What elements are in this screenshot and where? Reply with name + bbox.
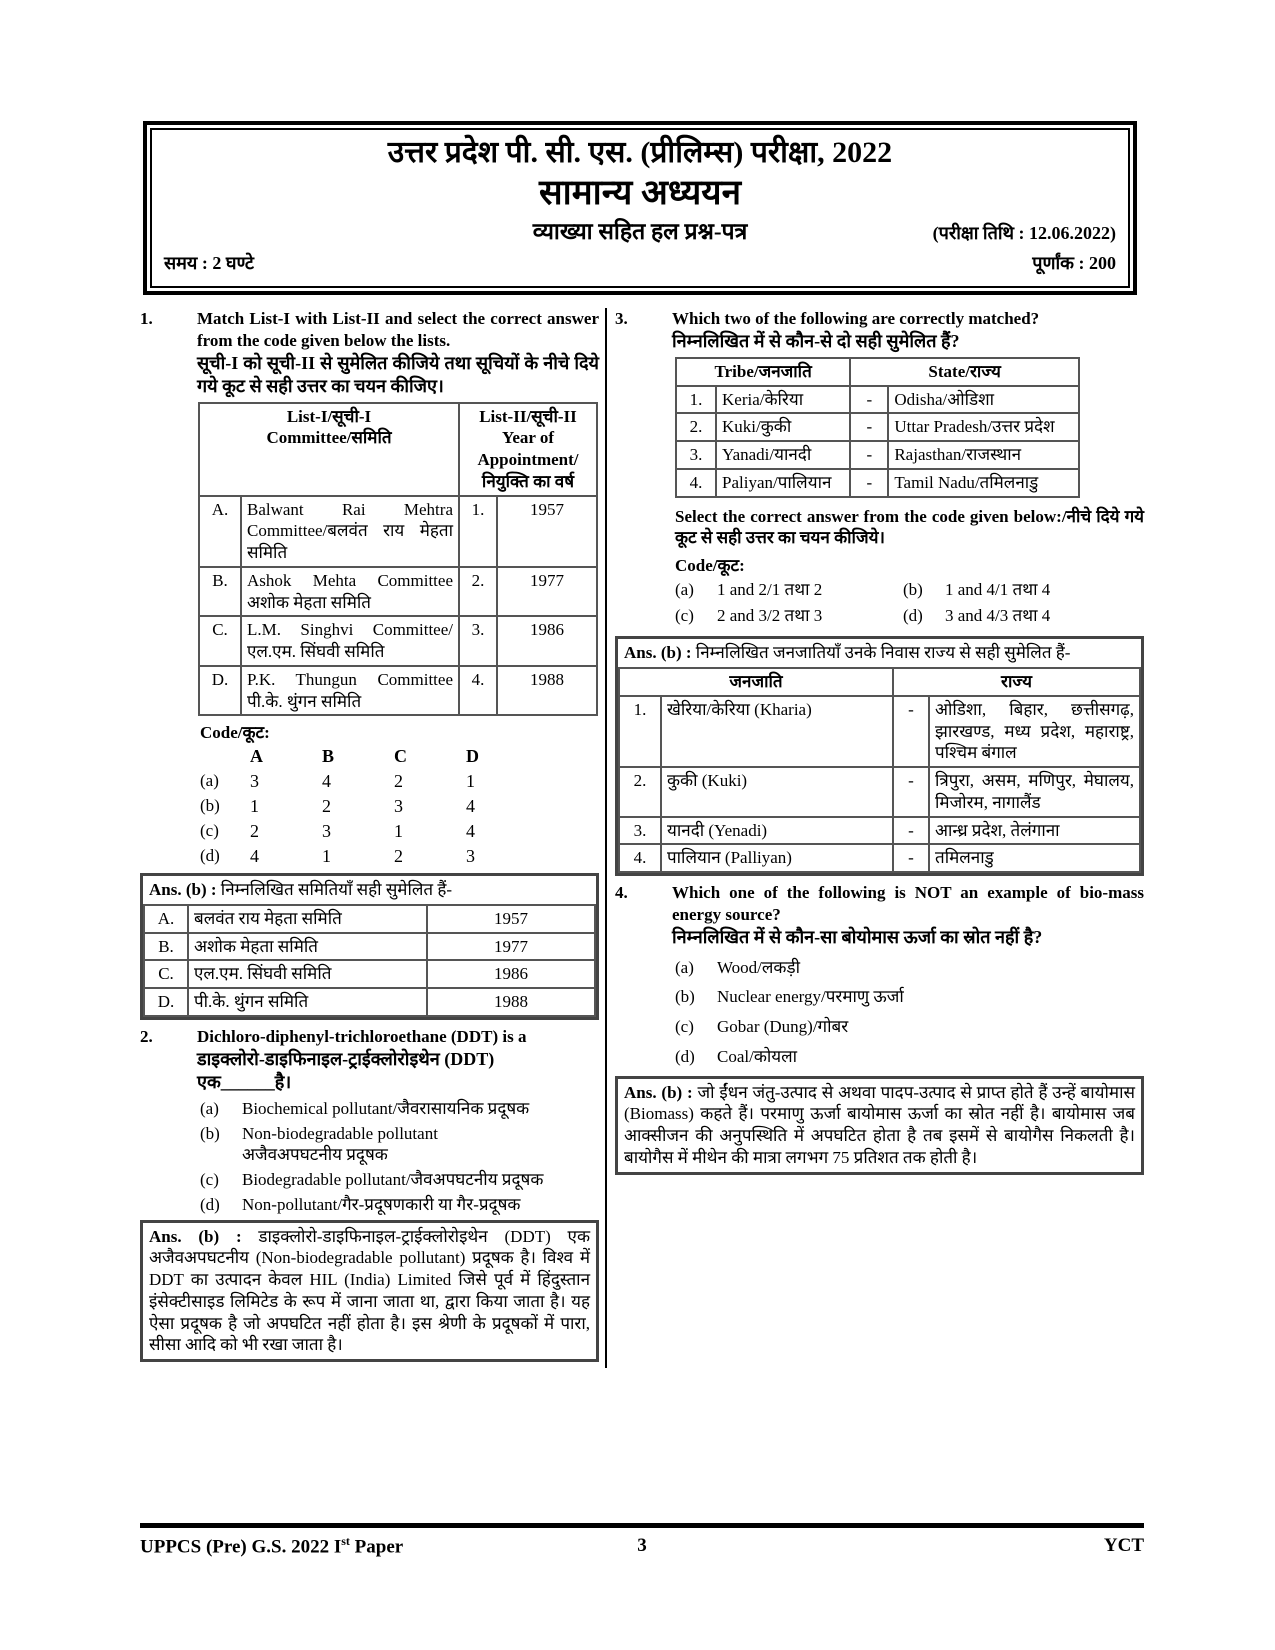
option-text: Biochemical pollutant/जैवरासायनिक प्रदूषक: [242, 1098, 530, 1118]
paper-subtitle: [164, 217, 1116, 246]
exam-title: उत्तर प्रदेश पी. सी. एस. (प्रीलिम्स) परीक्षा, 2022: [387, 136, 893, 169]
option-text: Gobar (Dung)/गोबर: [717, 1017, 849, 1037]
code-value: 2: [250, 821, 259, 842]
option-text: 1 and 2/1 तथा 2: [717, 579, 823, 599]
q3-code-label: Code/कूट:: [675, 556, 745, 576]
option-key: (b): [200, 796, 220, 816]
table-row: [144, 960, 595, 988]
question-4: [615, 882, 1144, 949]
table-row: [676, 441, 1079, 469]
code-value: 1: [394, 821, 403, 842]
option-c: [675, 1016, 1144, 1038]
q3-row-num: 3.: [676, 441, 716, 469]
q3-row-state: Uttar Pradesh/उत्तर प्रदेश: [888, 413, 1079, 441]
q1-row-name: P.K. Thungun Committee पी.के. थुंगन समिति: [241, 666, 459, 716]
page-number: 3: [637, 1535, 647, 1556]
a1-row-year: 1977: [427, 933, 595, 961]
table-row: [676, 386, 1079, 414]
q1-list2-header: [459, 403, 597, 496]
option-text: Non-pollutant/गैर-प्रदूषणकारी या गैर-प्रदूषक: [242, 1194, 521, 1214]
option-key: (d): [200, 846, 220, 866]
q1-match-table: [198, 402, 598, 717]
a3-table-header-row: [619, 668, 1140, 696]
option-text-line1: Non-biodegradable pollutant: [242, 1123, 438, 1143]
table-row: [199, 666, 597, 716]
answer-1-label: Ans. (b) :: [149, 880, 217, 900]
option-key: (b): [200, 1123, 220, 1143]
q1-row-num: 4.: [459, 666, 497, 716]
question-4-stem-hi: निम्नलिखित में से कौन-सा बोयोमास ऊर्जा का स्रोत नहीं है?: [672, 926, 1043, 947]
question-4-options: [675, 957, 1144, 1068]
table-row: [619, 696, 1140, 767]
question-2: [140, 1026, 599, 1094]
q1-code-header-row: [200, 744, 538, 769]
footer-paper-title-main: UPPCS (Pre) G.S. 2022 I: [140, 1536, 342, 1558]
code-value: 3: [250, 771, 259, 792]
q1-list2-header-l1: List-II/सूची-II: [479, 406, 577, 426]
footer-publisher: YCT: [1103, 1535, 1144, 1556]
footer-divider: [140, 1523, 1144, 1528]
q3-state-header: State/राज्य: [850, 358, 1079, 386]
answer-4-label: Ans. (b) :: [624, 1082, 693, 1102]
q1-row-year: 1988: [497, 666, 597, 716]
option-key: (b): [903, 579, 923, 599]
q3-options: [675, 579, 1144, 631]
a1-row-key: C.: [144, 960, 188, 988]
question-2-stem-hi2: एक______है।: [197, 1071, 292, 1092]
answer-1-table: [143, 904, 596, 1017]
a1-row-name: पी.के. थुंगन समिति: [188, 988, 427, 1016]
q3-row-dash: -: [850, 469, 888, 497]
q3-row-dash: -: [850, 386, 888, 414]
q1-row-name: Balwant Rai Mehtra Committee/बलवंत राय मेहता समिति: [241, 496, 459, 567]
option-key: (a): [200, 771, 219, 791]
option-text: 3 and 4/3 तथा 4: [945, 605, 1051, 625]
option-key: (b): [675, 987, 695, 1007]
table-row: [619, 817, 1140, 845]
table-row: [199, 567, 597, 617]
a1-row-key: A.: [144, 905, 188, 933]
exam-date: (परीक्षा तिथि : 12.06.2022): [932, 223, 1116, 244]
option-text: 1 and 4/1 तथा 4: [945, 579, 1051, 599]
q3-row-state: Rajasthan/राजस्थान: [888, 441, 1079, 469]
subject-title: सामान्य अध्ययन: [538, 172, 742, 212]
a1-row-name: बलवंत राय मेहता समिति: [188, 905, 427, 933]
table-row: [144, 988, 595, 1016]
q1-code-header-blank: [200, 744, 250, 769]
answer-2-label: Ans. (b) :: [149, 1226, 242, 1246]
a3-row-num: 3.: [619, 817, 661, 845]
option-key: (c): [675, 605, 694, 625]
q1-row-name: Ashok Mehta Committee अशोक मेहता समिति: [241, 567, 459, 617]
option-a: [675, 957, 1144, 979]
question-1-stem-hi: सूची-I को सूची-II से सुमेलित कीजिये तथा सूचियों के नीचे दिये गये कूट से सही उत्तर का चयन कीजिए।: [197, 352, 599, 396]
option-key: (c): [200, 1170, 219, 1190]
option-key: (a): [675, 579, 694, 599]
q3-row-state: Tamil Nadu/तमिलनाडु: [888, 469, 1079, 497]
option-text: Wood/लकड़ी: [717, 957, 800, 977]
q1-list1-header-l1: List-I/सूची-I: [286, 406, 372, 426]
a3-row-tribe: कुकी (Kuki): [661, 767, 893, 817]
question-3-number: 3.: [615, 309, 628, 328]
q1-row-num: 2.: [459, 567, 497, 617]
question-2-number: 2.: [140, 1026, 153, 1046]
q1-list2-header-l2: Year of: [501, 428, 555, 448]
q1-code-header-a: A: [250, 746, 263, 767]
left-column: [140, 308, 605, 1368]
option-text: Biodegradable pollutant/जैवअपघटनीय प्रदूषक: [242, 1170, 544, 1190]
answer-1-intro-text: निम्नलिखित समितियाँ सही सुमेलित हैं-: [220, 880, 453, 900]
answer-2-text: डाइक्लोरो-डाइफिनाइल-ट्राईक्लोरोइथेन (DDT) एक अजैवअपघटनीय (Non-biodegradable pollutant) प्रदूषक है। विश्व में DDT का उत्पादन केवल HIL (India) Limited जिसे पूर्व में हिंदुस्तान इंसेक्टीसाइड लिमिटेड के रूप में जाना जाता था, द्वारा किया जाता है। यह ऐसा प्रदूषक है जो अपघटित नहीं होता है। इस श्रेणी के प्रदूषकों में पारा, सीसा आदि को भी रखा जाता है।: [149, 1226, 591, 1355]
table-row: [144, 905, 595, 933]
question-2-stem-hi: डाइक्लोरो-डाइफिनाइल-ट्राईक्लोरोइथेन (DDT): [197, 1048, 495, 1069]
q1-code-row-b: [200, 794, 538, 819]
option-a: [675, 579, 903, 601]
a3-row-tribe: पालियान (Palliyan): [661, 844, 893, 872]
code-value: 4: [466, 796, 475, 817]
answer-3-table: [618, 667, 1141, 873]
code-value: 1: [322, 846, 331, 867]
code-value: 3: [322, 821, 331, 842]
time-label: समय : 2 घण्टे: [164, 253, 254, 274]
option-key: (a): [675, 957, 694, 977]
table-row: [199, 496, 597, 567]
q1-row-key: B.: [199, 567, 241, 617]
a1-row-year: 1988: [427, 988, 595, 1016]
q1-row-name: L.M. Singhvi Committee/एल.एम. सिंघवी समिति: [241, 616, 459, 666]
q1-list2-header-l4: नियुक्ति का वर्ष: [481, 471, 575, 491]
q1-list2-header-l3: Appointment/: [477, 450, 579, 470]
option-text: Coal/कोयला: [717, 1046, 798, 1066]
option-d: [200, 1194, 599, 1216]
option-a: [200, 1098, 599, 1120]
q1-code-label: Code/कूट:: [200, 723, 270, 743]
q1-code-row-c: [200, 819, 538, 844]
q1-row-year: 1986: [497, 616, 597, 666]
question-1-number: 1.: [140, 309, 153, 328]
code-value: 2: [394, 771, 403, 792]
q3-row-tribe: Kuki/कुकी: [716, 413, 850, 441]
q3-row-num: 2.: [676, 413, 716, 441]
table-row: [619, 844, 1140, 872]
q3-row-tribe: Paliyan/पालियान: [716, 469, 850, 497]
a1-row-key: D.: [144, 988, 188, 1016]
code-value: 3: [394, 796, 403, 817]
table-row: [144, 933, 595, 961]
question-4-stem-en: Which one of the following is NOT an example of bio-mass energy source?: [672, 883, 1144, 924]
a3-row-num: 2.: [619, 767, 661, 817]
question-2-stem-en: Dichloro-diphenyl-trichloroethane (DDT) is a: [197, 1026, 527, 1046]
a1-row-year: 1957: [427, 905, 595, 933]
paper-subtitle-text: व्याख्या सहित हल प्रश्न-पत्र: [532, 218, 748, 244]
q1-row-key: C.: [199, 616, 241, 666]
code-value: 2: [322, 796, 331, 817]
answer-3-label: Ans. (b) :: [624, 643, 692, 663]
option-key: (d): [675, 1046, 695, 1066]
table-row: [676, 413, 1079, 441]
question-1-body: [197, 308, 599, 398]
a3-row-state: तमिलनाडु: [929, 844, 1140, 872]
q3-row-dash: -: [850, 441, 888, 469]
a3-state-header: राज्य: [893, 668, 1140, 696]
option-text: Nuclear energy/परमाणु ऊर्जा: [717, 987, 904, 1007]
a3-row-state: ओडिशा, बिहार, छत्तीसगढ़, झारखण्ड, मध्य प्रदेश, महाराष्ट्र, पश्चिम बंगाल: [929, 696, 1140, 767]
marks-label: पूर्णांक : 200: [1032, 253, 1116, 274]
q1-code-header-c: C: [394, 746, 407, 767]
option-text: 2 and 3/2 तथा 3: [717, 605, 823, 625]
q3-table-header-row: [676, 358, 1079, 386]
a3-row-num: 4.: [619, 844, 661, 872]
a3-row-num: 1.: [619, 696, 661, 767]
q1-code-row-d: [200, 844, 538, 869]
question-4-number: 4.: [615, 883, 628, 903]
code-value: 4: [250, 846, 259, 867]
option-key: (d): [200, 1194, 220, 1214]
question-3-body: [672, 308, 1144, 353]
a1-row-key: B.: [144, 933, 188, 961]
option-d: [903, 605, 1131, 627]
q3-match-table: [675, 357, 1080, 498]
question-3: [615, 308, 1144, 353]
q3-row-state: Odisha/ओडिशा: [888, 386, 1079, 414]
option-b: [200, 1123, 599, 1167]
q3-row-tribe: Keria/केरिया: [716, 386, 850, 414]
option-b: [675, 986, 1144, 1008]
question-1-stem-en: Match List-I with List-II and select the correct answer from the code given below the lists.: [197, 309, 599, 350]
answer-3-box: [615, 636, 1144, 876]
q1-row-year: 1957: [497, 496, 597, 567]
a3-row-tribe: यानदी (Yenadi): [661, 817, 893, 845]
q3-row-num: 1.: [676, 386, 716, 414]
q1-code-table: [200, 744, 538, 869]
code-value: 4: [466, 821, 475, 842]
q1-row-num: 1.: [459, 496, 497, 567]
option-c: [675, 605, 903, 627]
question-3-stem-hi: निम्नलिखित में से कौन-से दो सही सुमेलित हैं?: [672, 330, 960, 351]
code-value: 2: [394, 846, 403, 867]
a1-row-year: 1986: [427, 960, 595, 988]
q1-row-num: 3.: [459, 616, 497, 666]
a3-row-dash: -: [893, 767, 929, 817]
time-marks-row: [164, 252, 1116, 275]
table-row: [199, 616, 597, 666]
answer-3-intro-text: निम्नलिखित जनजातियाँ उनके निवास राज्य से सही सुमेलित हैं-: [695, 643, 1071, 663]
q1-list1-header-l2: Committee/समिति: [266, 428, 392, 448]
option-b: [903, 579, 1131, 601]
q1-code-header-b: B: [322, 746, 335, 767]
right-column: [607, 308, 1144, 1368]
option-text-line2: अजैवअपघटनीय प्रदूषक: [242, 1145, 388, 1165]
content-columns: [140, 308, 1144, 1368]
a3-row-dash: -: [893, 817, 929, 845]
q3-select-text: Select the correct answer from the code given below:/नीचे दिये गये कूट से सही उत्तर का चयन कीजिये।: [675, 506, 1144, 548]
option-key: (d): [903, 605, 923, 625]
option-c: [200, 1169, 599, 1191]
a3-tribe-header: जनजाति: [619, 668, 893, 696]
q1-code-header-d: D: [466, 746, 479, 767]
q1-code-row-a: [200, 769, 538, 794]
option-d: [675, 1046, 1144, 1068]
q1-row-key: A.: [199, 496, 241, 567]
code-value: 4: [322, 771, 331, 792]
answer-4-text: जो ईंधन जंतु-उत्पाद से अथवा पादप-उत्पाद से प्राप्त होते हैं उन्हें बायोमास (Biomass) कहते हैं। परमाणु ऊर्जा बायोमास ऊर्जा का स्रोत नहीं है। बायोमास जब आक्सीजन की अनुपस्थिति में अपघटित होता है तब इसमें से बायोगैस निकलती है। बायोगैस में मीथेन की मात्रा लगभग 75 प्रतिशत तक होती है।: [624, 1082, 1135, 1167]
option-text: [242, 1123, 599, 1167]
a1-row-name: एल.एम. सिंघवी समिति: [188, 960, 427, 988]
answer-2-box: [140, 1220, 599, 1363]
q3-row-num: 4.: [676, 469, 716, 497]
footer-paper-title-tail: Paper: [349, 1536, 404, 1558]
table-row: [676, 469, 1079, 497]
a3-row-tribe: खेरिया/केरिया (Kharia): [661, 696, 893, 767]
answer-4-box: [615, 1076, 1144, 1175]
answer-1-intro: [143, 876, 596, 904]
q1-list1-header: [199, 403, 459, 496]
question-2-options: [200, 1098, 599, 1216]
question-4-body: [672, 882, 1144, 949]
code-value: 1: [466, 771, 475, 792]
answer-1-box: [140, 873, 599, 1020]
q3-tribe-header: Tribe/जनजाति: [676, 358, 850, 386]
option-key: (c): [675, 1017, 694, 1037]
answer-3-intro: [618, 639, 1141, 667]
a3-row-state: त्रिपुरा, असम, मणिपुर, मेघालय, मिजोरम, नागालैंड: [929, 767, 1140, 817]
a3-row-dash: -: [893, 844, 929, 872]
option-key: (a): [200, 1098, 219, 1118]
a3-row-state: आन्ध्र प्रदेश, तेलंगाना: [929, 817, 1140, 845]
code-value: 1: [250, 796, 259, 817]
header-box: [150, 128, 1130, 288]
question-1: [140, 308, 599, 398]
code-value: 3: [466, 846, 475, 867]
q1-table-header-row: [199, 403, 597, 496]
q1-row-year: 1977: [497, 567, 597, 617]
q1-row-key: D.: [199, 666, 241, 716]
question-2-body: [197, 1026, 599, 1094]
table-row: [619, 767, 1140, 817]
option-key: (c): [200, 821, 219, 841]
a3-row-dash: -: [893, 696, 929, 767]
question-3-stem-en: Which two of the following are correctly matched?: [672, 309, 1040, 328]
a1-row-name: अशोक मेहता समिति: [188, 933, 427, 961]
q3-row-dash: -: [850, 413, 888, 441]
q3-row-tribe: Yanadi/यानदी: [716, 441, 850, 469]
footer-paper-title-sup: st: [341, 1534, 350, 1548]
